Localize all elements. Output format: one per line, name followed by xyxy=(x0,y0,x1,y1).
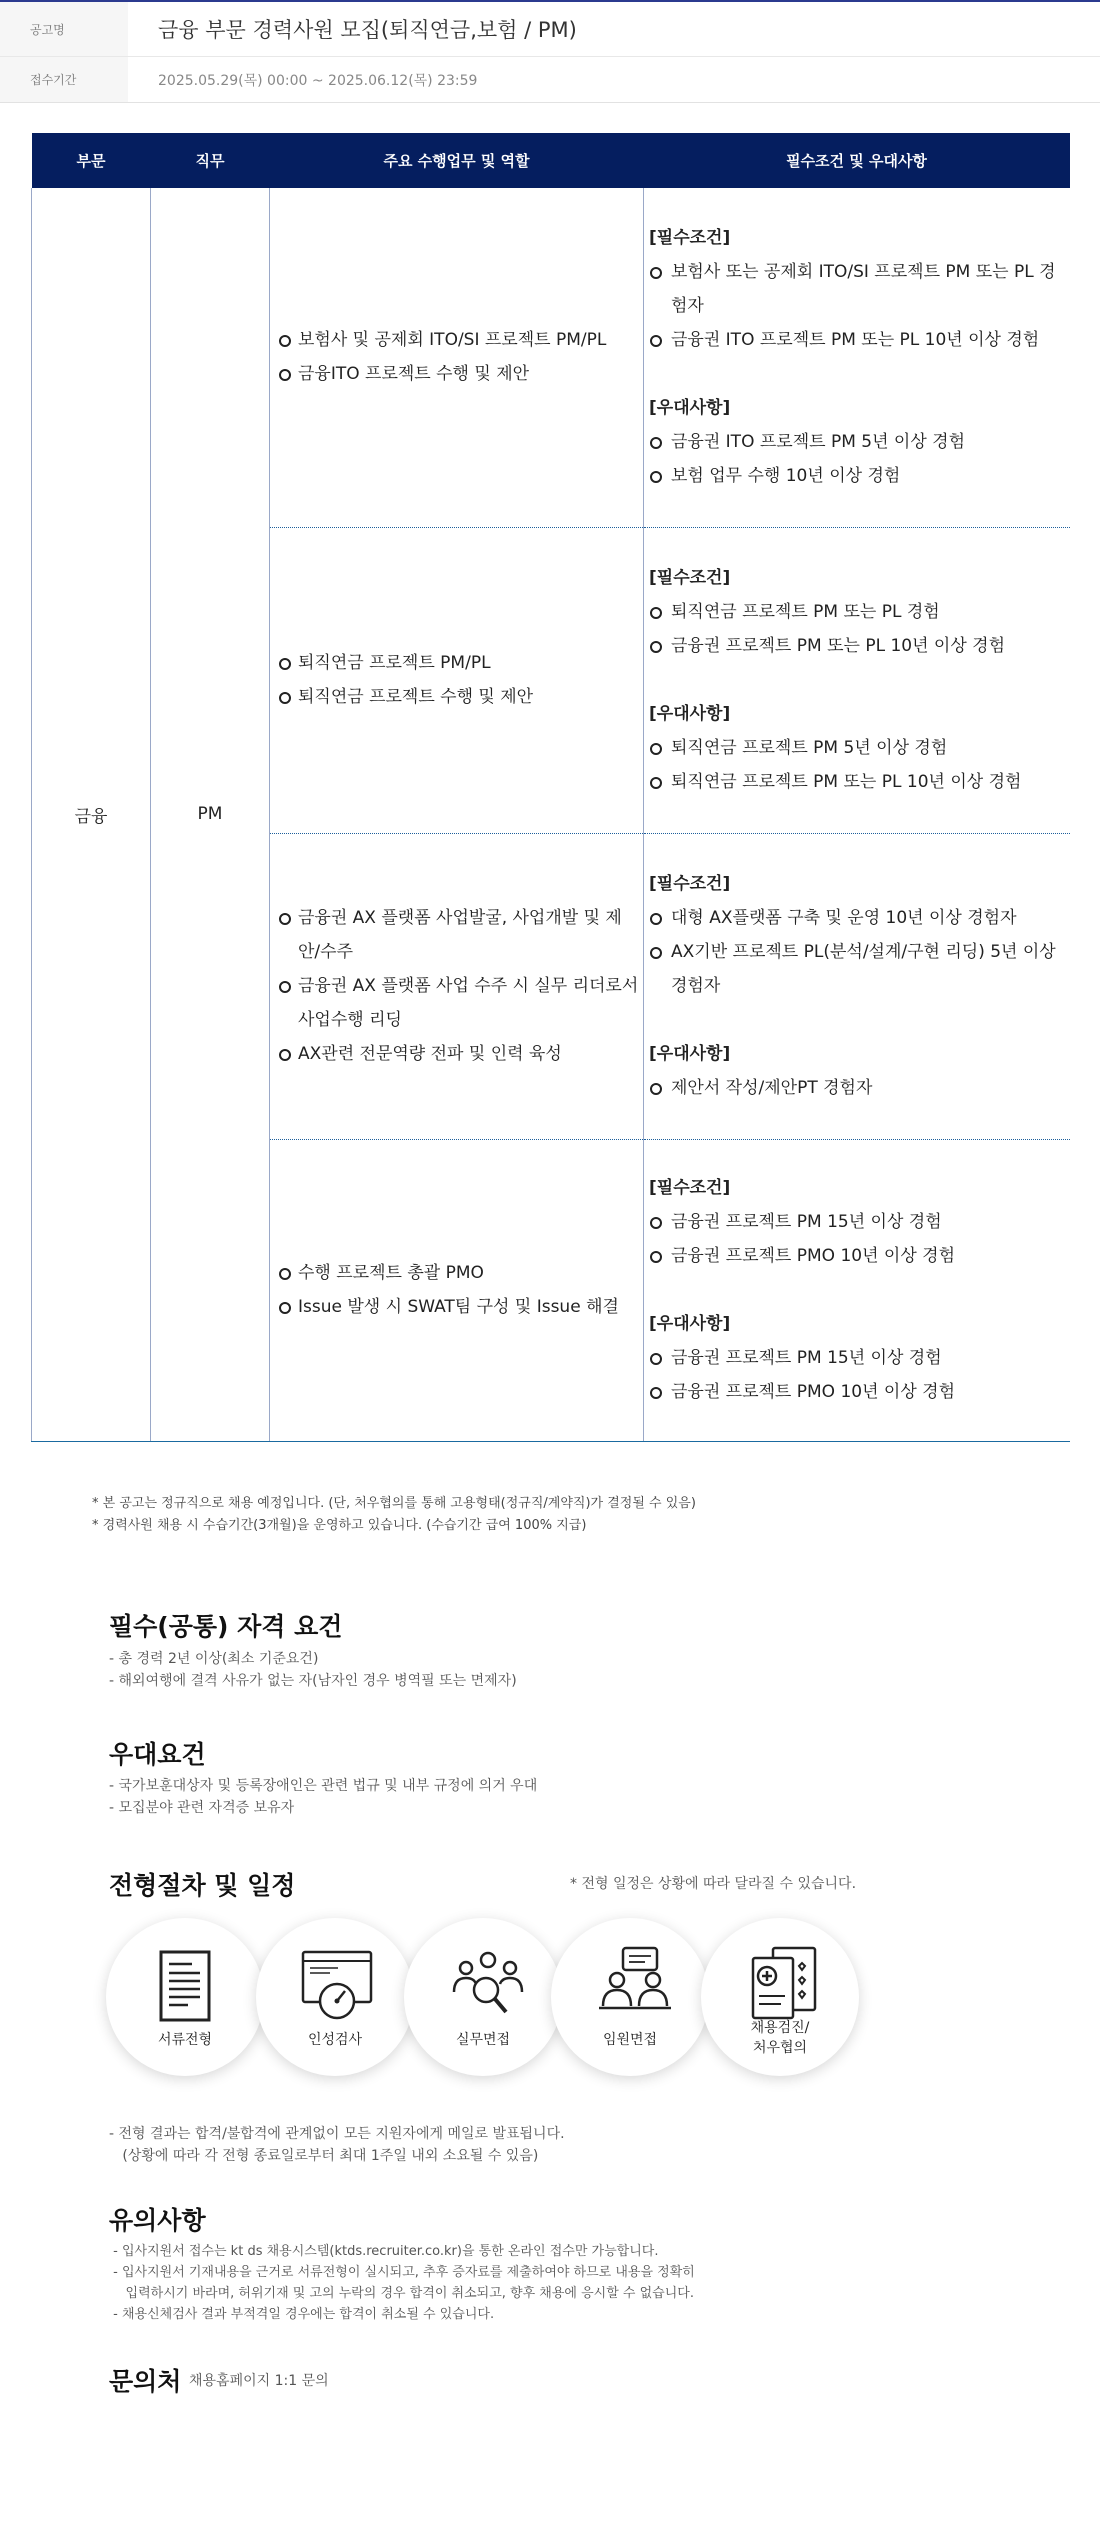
job-table xyxy=(31,133,1070,1442)
list-item: 입력하시기 바라며, 허위기재 및 고의 누락의 경우 합격이 취소되고, 향후 채용에 응시할 수 없습니다. xyxy=(109,2286,694,2301)
cautions-list xyxy=(109,2241,695,2325)
requirements-cell xyxy=(644,188,1070,527)
preferred-item: 보험 업무 수행 10년 이상 경험 xyxy=(649,459,1070,493)
posting-title: 금융 부문 경력사원 모집(퇴직연금,보험 / PM) xyxy=(158,18,577,42)
application-period: 2025.05.29(목) 00:00 ~ 2025.06.12(목) 23:59 xyxy=(158,72,478,89)
required-item: AX기반 프로젝트 PL(분석/설계/구현 리딩) 5년 이상 경험자 xyxy=(649,935,1070,1003)
preferred-heading: [우대사항] xyxy=(649,1314,731,1334)
step-medical-checkup xyxy=(701,1918,859,2076)
preferred-heading: [우대사항] xyxy=(649,704,731,724)
required-heading: [필수조건] xyxy=(649,874,731,894)
step-label: 인성검사 xyxy=(307,2032,363,2048)
duties-cell xyxy=(270,833,644,1139)
title-label: 공고명 xyxy=(0,2,128,56)
list-item: - 해외여행에 결격 사유가 없는 자(남자인 경우 병역필 또는 면제자) xyxy=(109,1673,517,1689)
qualifications-list xyxy=(109,1648,517,1692)
medical-checkup-icon xyxy=(745,1946,821,2024)
title-row xyxy=(0,2,1100,57)
table-row xyxy=(32,188,1070,527)
contact-text: 채용홈페이지 1:1 문의 xyxy=(189,2373,329,2389)
period-row xyxy=(0,57,1100,102)
required-item: 금융권 프로젝트 PM 또는 PL 10년 이상 경험 xyxy=(649,629,1070,663)
requirements-cell xyxy=(644,527,1070,833)
list-item: - 입사지원서 기재내용을 근거로 서류전형이 실시되고, 추후 증자료를 제출하여야 하므로 내용을 정확히 xyxy=(109,2265,695,2280)
duty-item: AX관련 전문역량 전파 및 인력 육성 xyxy=(278,1037,643,1071)
required-item: 금융권 프로젝트 PM 15년 이상 경험 xyxy=(649,1205,1070,1239)
list-item: - 입사지원서 접수는 kt ds 채용시스템(ktds.recruiter.co.kr)을 통한 온라인 접수만 가능합니다. xyxy=(109,2244,659,2259)
cautions-title: 유의사항 xyxy=(109,2206,206,2235)
list-item: - 국가보훈대상자 및 등록장애인은 관련 법규 및 내부 규정에 의거 우대 xyxy=(109,1778,538,1794)
qualifications-title: 필수(공통) 자격 요건 xyxy=(109,1612,343,1641)
duties-cell xyxy=(270,188,644,527)
step-label: 임원면접 xyxy=(602,2032,658,2048)
list-item: - 총 경력 2년 이상(최소 기준요건) xyxy=(109,1651,319,1667)
period-label: 접수기간 xyxy=(0,57,128,102)
employment-notes xyxy=(92,1493,696,1537)
preferred-item: 금융권 프로젝트 PM 15년 이상 경험 xyxy=(649,1341,1070,1375)
list-item: - 모집분야 관련 자격증 보유자 xyxy=(109,1800,295,1816)
preferred-item: 제안서 작성/제안PT 경험자 xyxy=(649,1071,1070,1105)
preferred-heading: [우대사항] xyxy=(649,398,731,419)
duty-item: 퇴직연금 프로젝트 PM/PL xyxy=(278,646,643,680)
duty-item: Issue 발생 시 SWAT팀 구성 및 Issue 해결 xyxy=(278,1290,643,1324)
step-executive-interview xyxy=(551,1918,709,2076)
process-footnotes xyxy=(109,2123,565,2167)
duties-cell xyxy=(270,1139,644,1441)
header-duties: 주요 수행업무 및 역할 xyxy=(270,133,644,188)
list-item: - 채용신체검사 결과 부적격일 경우에는 합격이 취소될 수 있습니다. xyxy=(109,2307,495,2322)
step-practical-interview xyxy=(404,1918,562,2076)
list-item: - 전형 결과는 합격/불합격에 관계없이 모든 지원자에게 메일로 발표됩니다. xyxy=(109,2126,565,2142)
step-personality-test xyxy=(256,1918,414,2076)
note-item: * 본 공고는 정규직으로 채용 예정입니다. (단, 처우협의를 통해 고용형태(정규직/계약직)가 결정될 수 있음) xyxy=(92,1496,696,1511)
job-cell: PM xyxy=(151,188,270,1441)
table-header-row xyxy=(32,133,1070,188)
required-item: 금융권 ITO 프로젝트 PM 또는 PL 10년 이상 경험 xyxy=(649,323,1070,357)
step-label xyxy=(701,2018,859,2058)
duty-item: 금융권 AX 플랫폼 사업발굴, 사업개발 및 제안/수주 xyxy=(278,901,643,969)
interview-icon xyxy=(595,1946,675,2026)
duties-cell xyxy=(270,527,644,833)
required-heading: [필수조건] xyxy=(649,568,731,588)
preferred-item: 금융권 프로젝트 PMO 10년 이상 경험 xyxy=(649,1375,1070,1409)
step-document-screening xyxy=(106,1918,264,2076)
note-item: * 경력사원 채용 시 수습기간(3개월)을 운영하고 있습니다. (수습기간 급여 100% 지급) xyxy=(92,1518,587,1533)
process-steps xyxy=(106,1918,866,2093)
duty-item: 수행 프로젝트 총괄 PMO xyxy=(278,1256,643,1290)
gauge-screen-icon xyxy=(300,1946,374,2026)
requirements-cell xyxy=(644,1139,1070,1441)
duty-item: 금융ITO 프로젝트 수행 및 제안 xyxy=(278,357,643,391)
duty-item: 보험사 및 공제회 ITO/SI 프로젝트 PM/PL xyxy=(278,323,643,357)
preferred-item: 금융권 ITO 프로젝트 PM 5년 이상 경험 xyxy=(649,425,1070,459)
step-label: 실무면접 xyxy=(455,2032,511,2048)
preferences-title: 우대요건 xyxy=(109,1740,206,1769)
required-item: 퇴직연금 프로젝트 PM 또는 PL 경험 xyxy=(649,595,1070,629)
step-label-line: 처우협의 xyxy=(752,2040,808,2056)
preferred-item: 퇴직연금 프로젝트 PM 또는 PL 10년 이상 경험 xyxy=(649,765,1070,799)
team-search-icon xyxy=(448,1946,528,2026)
duty-item: 금융권 AX 플랫폼 사업 수주 시 실무 리더로서 사업수행 리딩 xyxy=(278,969,643,1037)
required-heading: [필수조건] xyxy=(649,1178,731,1198)
required-item: 금융권 프로젝트 PMO 10년 이상 경험 xyxy=(649,1239,1070,1273)
document-icon xyxy=(150,1946,220,2026)
division-cell: 금융 xyxy=(32,188,151,1441)
header-division: 부문 xyxy=(32,133,151,188)
preferred-item: 퇴직연금 프로젝트 PM 5년 이상 경험 xyxy=(649,731,1070,765)
step-label: 서류전형 xyxy=(157,2032,213,2048)
header-job: 직무 xyxy=(151,133,270,188)
preferences-list xyxy=(109,1775,537,1819)
duty-item: 퇴직연금 프로젝트 수행 및 제안 xyxy=(278,680,643,714)
process-note: * 전형 일정은 상황에 따라 달라질 수 있습니다. xyxy=(570,1876,857,1892)
required-item: 대형 AX플랫폼 구축 및 운영 10년 이상 경험자 xyxy=(649,901,1070,935)
required-item: 보험사 또는 공제회 ITO/SI 프로젝트 PM 또는 PL 경험자 xyxy=(649,255,1070,323)
list-item: (상황에 따라 각 전형 종료일로부터 최대 1주일 내외 소요될 수 있음) xyxy=(109,2148,539,2164)
process-title: 전형절차 및 일정 xyxy=(109,1871,296,1900)
contact-title: 문의처 xyxy=(109,2367,182,2396)
step-label-line: 채용검진/ xyxy=(750,2020,810,2036)
header-requirements: 필수조건 및 우대사항 xyxy=(644,133,1070,188)
posting-info xyxy=(0,2,1100,103)
preferred-heading: [우대사항] xyxy=(649,1044,731,1064)
required-heading: [필수조건] xyxy=(649,228,731,249)
requirements-cell xyxy=(644,833,1070,1139)
